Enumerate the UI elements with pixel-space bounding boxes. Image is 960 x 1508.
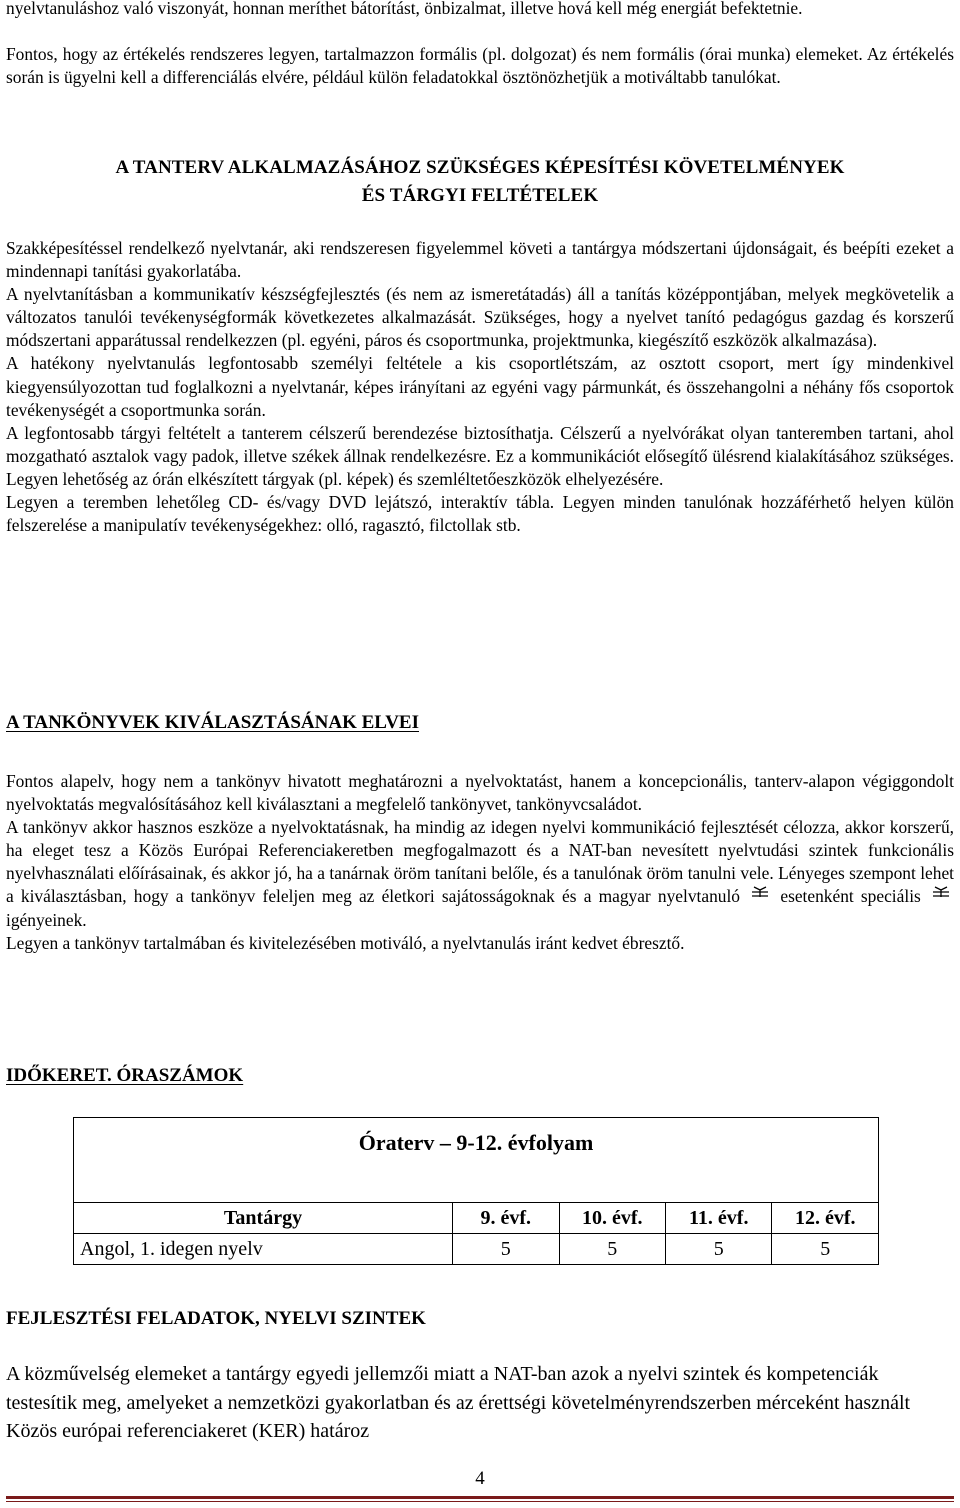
page-number: 4: [475, 1468, 485, 1489]
paragraph-mid-text: esetenként speciális: [780, 886, 921, 907]
body-paragraph: A közművelség elemeket a tantárgy egyedi jellemzői miatt a NAT-ban azok a nyelvi szintek és kompetenciák testesítik meg, amelyeket a nemzetközi gyakorlatban és az érettségi követelményrendszerben mérceként használt Közös európai referenciakeret (KER) határoz: [6, 1363, 911, 1442]
header-subject: Tantárgy: [74, 1203, 453, 1234]
paragraph-end-text: igényeinek.: [6, 909, 87, 930]
intro-paragraph-1: nyelvtanuláshoz való viszonyát, honnan meríthet bátorítást, önbizalmat, illetve hová kell még energiát befektetnie.: [6, 0, 803, 18]
heading-line-2: ÉS TÁRGYI FELTÉTELEK: [361, 185, 599, 206]
section-heading-textbooks: A TANKÖNYVEK KIVÁLASZTÁSÁNAK ELVEI: [6, 712, 419, 733]
body-paragraph: Legyen a tankönyv tartalmában és kivitelezésében motiváló, a nyelvtanulás iránt kedvet ébresztő.: [6, 932, 685, 953]
qualifications-body: [6, 237, 954, 537]
section-heading-timeframe: IDŐKERET. ÓRASZÁMOK: [6, 1065, 244, 1086]
heading-line-1: A TANTERV ALKALMAZÁSÁHOZ SZÜKSÉGES KÉPESÍTÉSI KÖVETELMÉNYEK: [115, 157, 845, 178]
body-paragraph: Fontos alapelv, hogy nem a tankönyv hivatott meghatározni a nyelvoktatást, hanem a koncepcionális, tanterv-alapon végiggondolt nyelvoktatás megvalósításához kell kiválasztani a megfelelő tankönyvet, tankönyvcsaládot.: [6, 771, 954, 815]
garbled-glyph-icon: [751, 886, 769, 898]
cell-grade-11: 5: [666, 1234, 772, 1265]
body-paragraph: Szakképesítéssel rendelkező nyelvtanár, aki rendszeresen figyelemmel követi a tantárgya módszertani újdonságait, és beépíti ezeket a mindennapi tanítási gyakorlatába.: [6, 238, 954, 282]
table-title: Óraterv – 9-12. évfolyam: [74, 1118, 879, 1203]
paragraph-main-text: A tankönyv akkor hasznos eszköze a nyelvoktatásnak, ha mindig az idegen nyelvi kommunikáció fejlesztését célozza, akkor korszerű, ha eleget tesz a Közös Európai Referenciakeretben megfogalmazott és a NAT-ban nevesített nyelvtudási szintek funkcionális nyelvhasználati előírásainak, és akkor jó, ha a tanárnak öröm tanítani belőle, és a tanulónak öröm tanulni vele. Lényeges szempont lehet a kiválasztásban, hogy a tankönyv feleljen meg az életkori sajátosságoknak és a magyar nyelvtanuló: [6, 817, 954, 907]
intro-paragraph-2: Fontos, hogy az értékelés rendszeres legyen, tartalmazzon formális (pl. dolgozat) és nem formális (órai munka) elemeket. Az értékelés során is ügyelni kell a differenciálás elvére, például külön feladatokkal ösztönözhetjük a motiváltabb tanulókat.: [6, 44, 954, 88]
section-heading-development: FEJLESZTÉSI FELADATOK, NYELVI SZINTEK: [6, 1308, 426, 1329]
cell-subject: Angol, 1. idegen nyelv: [74, 1234, 453, 1265]
body-paragraph: A nyelvtanításban a kommunikatív készségfejlesztés (és nem az ismeretátadás) áll a tanítás középpontjában, melyek megkövetelik a változatos tanulói tevékenységformák következetes alkalmazását. Szükséges, hogy a nyelvet tanító pedagógus gazdag és korszerű módszertani apparátussal rendelkezzen (pl. egyéni, páros és csoportmunka, projektmunka, kiegészítő eszközök alkalmazása).: [6, 284, 954, 351]
garbled-glyph-icon: [932, 886, 950, 898]
table-header-row: [74, 1203, 879, 1234]
header-grade-9: 9. évf.: [453, 1203, 560, 1234]
cell-grade-12: 5: [772, 1234, 879, 1265]
body-paragraph: [6, 816, 954, 931]
hours-table: [73, 1117, 879, 1265]
body-paragraph: A hatékony nyelvtanulás legfontosabb személyi feltétele a kis csoportlétszám, az osztott csoport, mert így mindenkivel kiegyensúlyozottan tud foglalkozni a nyelvtanár, képes irányítani az egyéni vagy pármunkát, és összehangolni a néhány fős csoportok tevékenységét a csoportmunka során.: [6, 353, 954, 420]
hours-table-container: [73, 1117, 879, 1265]
textbooks-body: [6, 770, 954, 955]
section-heading-qualifications: [6, 154, 954, 210]
body-paragraph: Legyen a teremben lehetőleg CD- és/vagy DVD lejátszó, interaktív tábla. Legyen minden tanulónak hozzáférhető helyen külön felszerelése a manipulatív tevékenységekhez: olló, ragasztó, filctollak stb.: [6, 492, 954, 536]
table-row: [74, 1234, 879, 1265]
footer-rule: [6, 1496, 954, 1502]
header-grade-10: 10. évf.: [559, 1203, 666, 1234]
section-development: [6, 1306, 954, 1446]
cell-grade-9: 5: [453, 1234, 560, 1265]
header-grade-12: 12. évf.: [772, 1203, 879, 1234]
header-grade-11: 11. évf.: [666, 1203, 772, 1234]
cell-grade-10: 5: [559, 1234, 666, 1265]
body-paragraph: A legfontosabb tárgyi feltételt a tanterem célszerű berendezése biztosíthatja. Célszerű a nyelvórákat olyan tanteremben tartani, ahol mozgatható asztalok vagy padok, illetve székek állnak rendelkezésre. Ez a kommunikációt elősegítő ülésrend kialakításához szükséges. Legyen lehetőség az órán elkészített tárgyak (pl. képek) és szemléltetőeszközök elhelyezésére.: [6, 422, 954, 489]
